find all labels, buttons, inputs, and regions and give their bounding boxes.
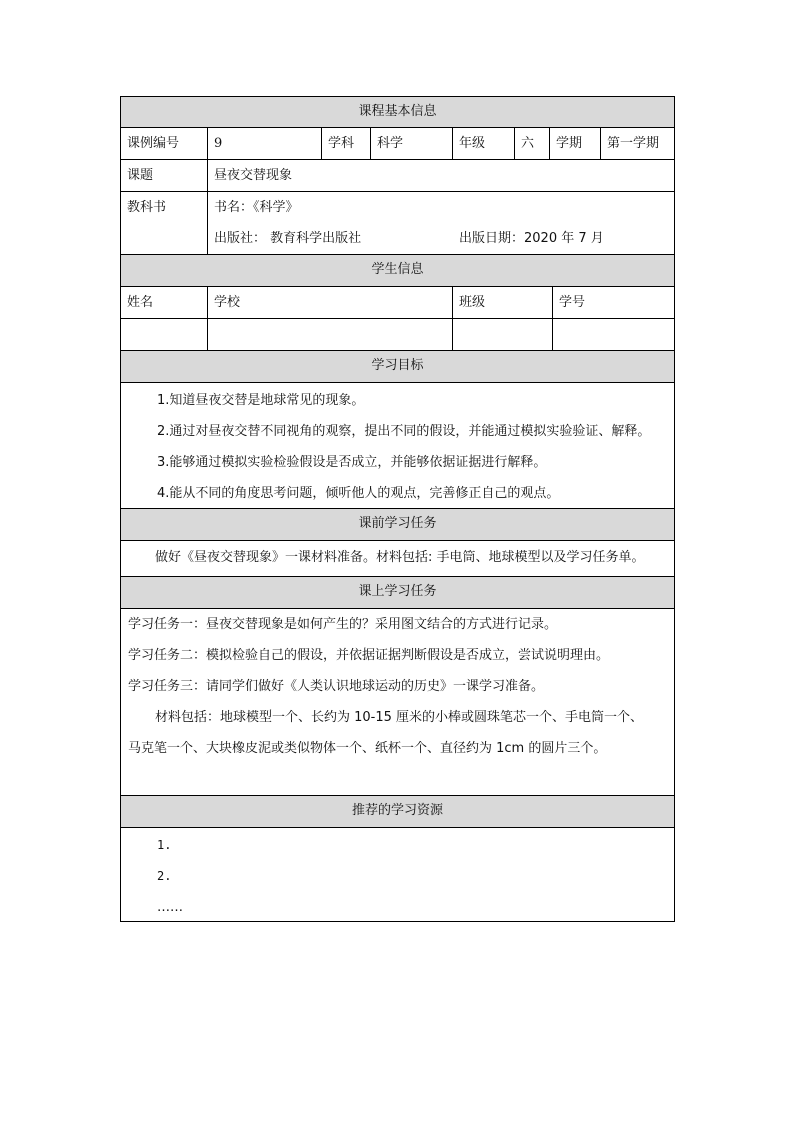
pre-class-title: 课前学习任务	[358, 516, 437, 531]
student-info-header	[120, 255, 675, 287]
textbook-name: 书名：《科学》	[214, 200, 299, 215]
topic-label: 课题	[121, 160, 208, 191]
student-id-label: 学号	[559, 295, 586, 310]
student-labels-row	[120, 287, 675, 319]
term-label: 学期	[550, 128, 601, 159]
topic-value: 昼夜交替现象	[214, 168, 293, 183]
class-field[interactable]	[453, 319, 553, 350]
in-class-task: 学习任务三：请同学们做好《人类认识地球运动的历史》一课学习准备。	[128, 679, 545, 694]
school-field[interactable]	[208, 319, 453, 350]
subject-label: 学科	[322, 128, 371, 159]
resource-item: 1.	[157, 838, 172, 852]
resources-header	[120, 796, 675, 828]
topic-row	[120, 160, 675, 192]
in-class-title: 课上学习任务	[358, 584, 437, 599]
course-info-title: 课程基本信息	[358, 104, 437, 119]
materials-line: 马克笔一个、大块橡皮泥或类似物体一个、纸杯一个、直径约为 1cm 的圆片三个。	[128, 741, 607, 756]
grade-value: 六	[515, 128, 550, 159]
pre-class-header	[120, 509, 675, 541]
resource-item: ……	[157, 900, 183, 915]
course-info-row	[120, 128, 675, 160]
student-id-field[interactable]	[553, 319, 674, 350]
grade-label: 年级	[453, 128, 515, 159]
school-label: 学校	[208, 287, 453, 318]
objectives-list	[120, 383, 675, 509]
case-no-value: 9	[208, 128, 322, 159]
textbook-publish-info	[214, 223, 674, 254]
textbook-row	[120, 192, 675, 255]
resource-item: 2.	[157, 869, 172, 883]
pre-class-body	[120, 541, 675, 577]
pre-class-text: 做好《昼夜交替现象》一课材料准备。材料包括: 手电筒、地球模型以及学习任务单。	[155, 550, 645, 565]
student-values-row	[120, 319, 675, 351]
textbook-detail	[208, 192, 674, 254]
case-no-label: 课例编号	[121, 128, 208, 159]
in-class-body	[120, 609, 675, 796]
objectives-header	[120, 351, 675, 383]
resources-list	[120, 828, 675, 922]
class-label: 班级	[453, 287, 553, 318]
objectives-title: 学习目标	[371, 358, 424, 373]
in-class-header	[120, 577, 675, 609]
subject-value: 科学	[371, 128, 453, 159]
student-info-title: 学生信息	[371, 262, 424, 277]
objective-item: 2.通过对昼夜交替不同视角的观察，提出不同的假设，并能通过模拟实验验证、解释。	[157, 424, 651, 439]
objective-item: 4.能从不同的角度思考问题，倾听他人的观点，完善修正自己的观点。	[157, 486, 560, 501]
textbook-pub-date: 出版日期：2020 年 7 月	[459, 231, 604, 246]
textbook-label: 教科书	[121, 192, 208, 254]
course-info-header	[120, 96, 675, 128]
objective-item: 1.知道昼夜交替是地球常见的现象。	[157, 393, 365, 408]
resources-title: 推荐的学习资源	[351, 803, 443, 818]
course-form	[120, 96, 675, 922]
name-label: 姓名	[121, 287, 208, 318]
in-class-task: 学习任务二：模拟检验自己的假设，并依据证据判断假设是否成立，尝试说明理由。	[128, 648, 610, 663]
name-field[interactable]	[121, 319, 208, 350]
term-value: 第一学期	[607, 136, 660, 151]
materials-line: 材料包括：地球模型一个、长约为 10-15 厘米的小棒或圆珠笔芯一个、手电筒一个、	[155, 710, 644, 725]
in-class-task: 学习任务一：昼夜交替现象是如何产生的？采用图文结合的方式进行记录。	[128, 617, 558, 632]
objective-item: 3.能够通过模拟实验检验假设是否成立，并能够依据证据进行解释。	[157, 455, 547, 470]
textbook-publisher: 出版社： 教育科学出版社	[214, 231, 362, 246]
